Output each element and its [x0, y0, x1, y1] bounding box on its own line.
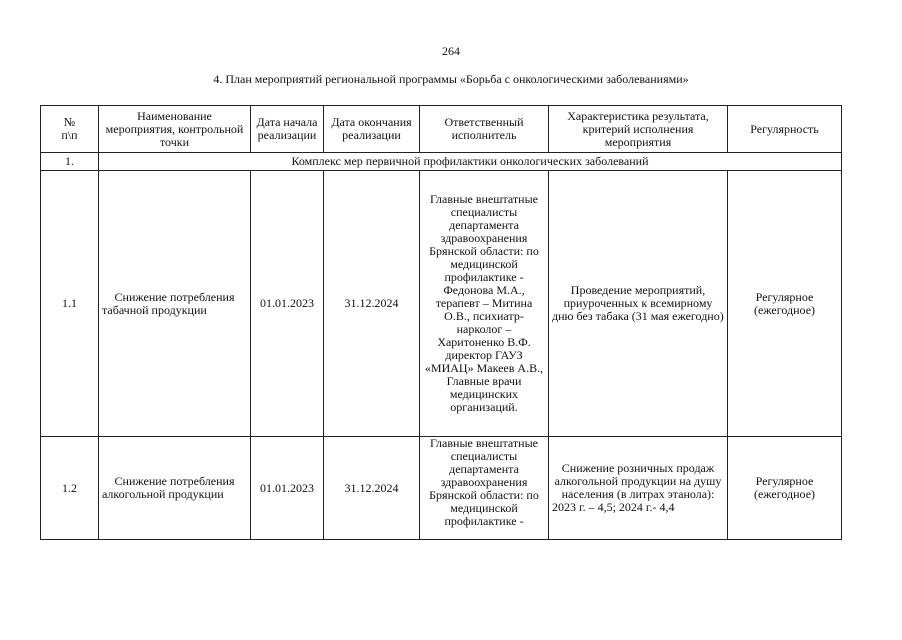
row-result: Снижение розничных продаж алкогольной продукции на душу населения (в литрах этанола): 2023 г. – 4,5; 2024 г.- 4,4: [549, 437, 728, 540]
row-start-date: 01.01.2023: [251, 171, 324, 437]
row-name: Снижение потребления алкогольной продукции: [99, 437, 251, 540]
header-start: Дата начала реализации: [251, 106, 324, 153]
section-row: [41, 153, 842, 171]
row-executor: Главные внештатные специалисты департамента здравоохранения Брянской области: по медицинской профилактике -: [429, 437, 539, 528]
row-end-date: 31.12.2024: [324, 437, 420, 540]
header-result: Характеристика результата, критерий исполнения мероприятия: [549, 106, 728, 153]
row-executor-cell: [420, 437, 549, 540]
row-regularity: Регулярное (ежегодное): [728, 171, 842, 437]
plan-table: [40, 105, 842, 540]
row-end-date: 31.12.2024: [324, 171, 420, 437]
page-number: 264: [442, 44, 460, 58]
row-number: 1.1: [41, 171, 99, 437]
header-end: Дата окончания реализации: [324, 106, 420, 153]
row-name: Снижение потребления табачной продукции: [99, 171, 251, 437]
header-name: Наименование мероприятия, контрольной точки: [99, 106, 251, 153]
document-title: 4. План мероприятий региональной программы «Борьба с онкологическими заболеваниями»: [213, 72, 689, 86]
header-number: № п\п: [41, 106, 99, 153]
row-result: Проведение мероприятий, приуроченных к всемирному дню без табака (31 мая ежегодно): [549, 171, 728, 437]
header-executor: Ответственный исполнитель: [420, 106, 549, 153]
row-regularity: Регулярное (ежегодное): [728, 437, 842, 540]
section-title: Комплекс мер первичной профилактики онкологических заболеваний: [99, 153, 842, 171]
row-executor: Главные внештатные специалисты департамента здравоохранения Брянской области: по медицинской профилактике - Федонова М.А., терапевт – Митина О.В., психиатр-нарколог – Харитоненко В.Ф. директор ГАУЗ «МИАЦ» Макеев А.В., Главные врачи медицинских организаций.: [420, 171, 549, 437]
table-row: [41, 437, 842, 540]
row-start-date: 01.01.2023: [251, 437, 324, 540]
table-header-row: [41, 106, 842, 153]
table-row: [41, 171, 842, 437]
section-number: 1.: [41, 153, 99, 171]
header-regularity: Регулярность: [728, 106, 842, 153]
row-number: 1.2: [41, 437, 99, 540]
